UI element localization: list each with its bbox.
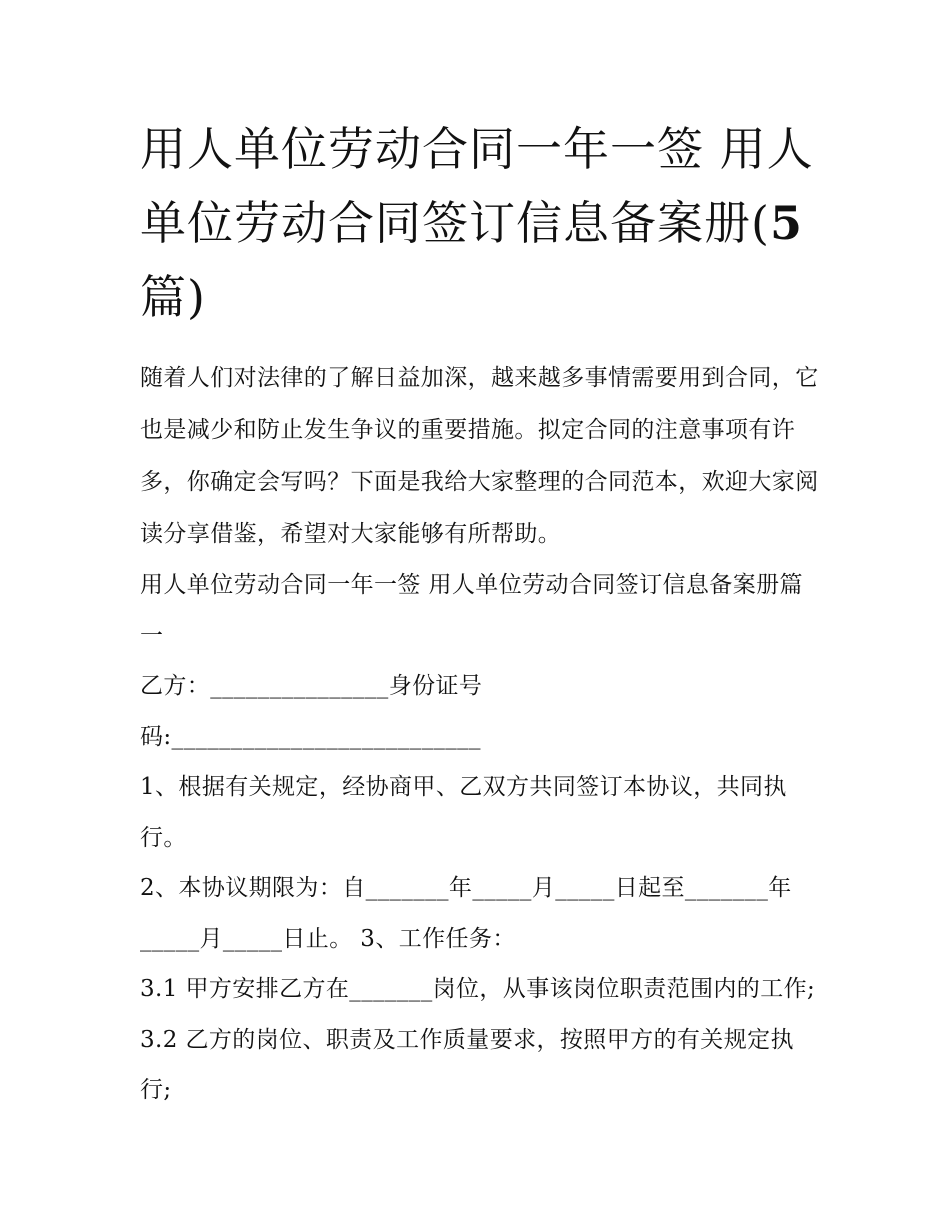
- intro-paragraph: 随着人们对法律的了解日益加深，越来越多事情需要用到合同，它也是减少和防止发生争议的重要措施。拟定合同的注意事项有许多，你确定会写吗？下面是我给大家整理的合同范本，欢迎大家阅读分享借鉴，希望对大家能够有所帮助。: [140, 365, 819, 547]
- clause-3: 3.1 甲方安排乙方在_______岗位，从事该岗位职责范围内的工作; 3.2 乙方的岗位、职责及工作质量要求，按照甲方的有关规定执行;: [140, 976, 816, 1103]
- title-count: 5: [769, 196, 803, 250]
- title-text-part1: 用人单位劳动合同一年一签 用人单位劳动合同签订信息备案册(: [140, 122, 814, 250]
- clause-1: 1、根据有关规定，经协商甲、乙双方共同签订本协议，共同执行。: [140, 774, 787, 851]
- party-id-line: 乙方：_______________身份证号码:__________________________: [140, 673, 483, 750]
- clause-2: 2、本协议期限为：自_______年_____月_____日起至_______年_____月_____日止。 3、工作任务：: [140, 875, 792, 952]
- section-heading: 用人单位劳动合同一年一签 用人单位劳动合同签订信息备案册篇一: [140, 572, 803, 649]
- document-title: [140, 112, 820, 334]
- title-text-part2: 篇): [140, 270, 206, 324]
- document-body: [140, 352, 820, 1116]
- document-page: [140, 112, 820, 1116]
